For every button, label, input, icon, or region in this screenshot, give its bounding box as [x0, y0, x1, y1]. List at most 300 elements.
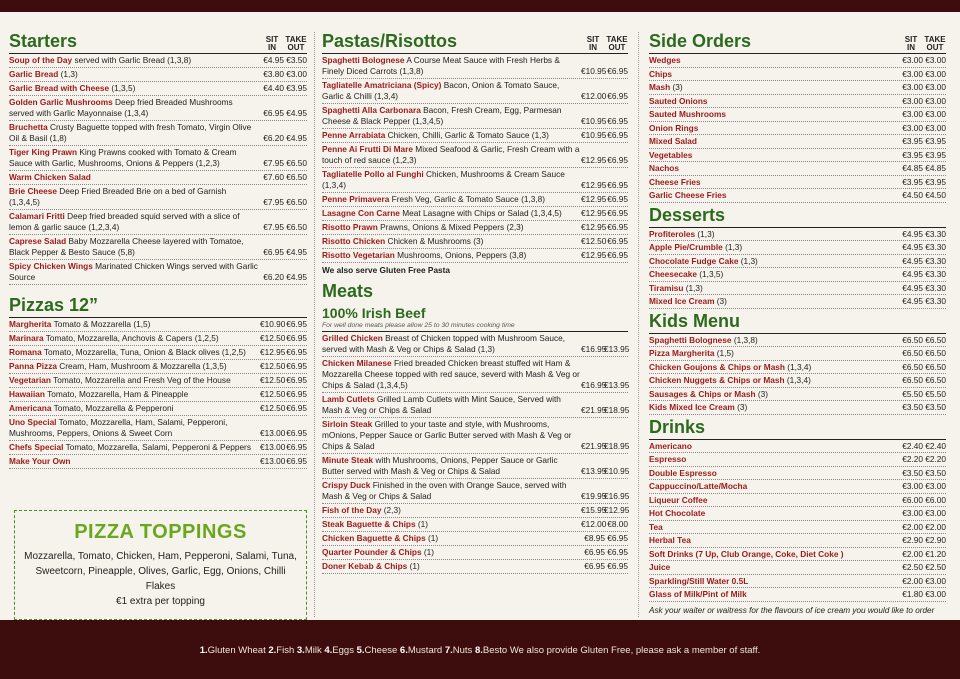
take-out-price: €6.00	[925, 494, 946, 505]
item-description: (1,3)	[722, 242, 743, 252]
menu-item	[322, 168, 628, 193]
take-out-price: €6.95	[607, 194, 628, 204]
sit-in-price: €4.95	[902, 255, 923, 266]
item-name: Tea	[649, 521, 663, 532]
item-name: Romana	[9, 347, 42, 357]
sides-header	[649, 24, 946, 54]
sit-in-price: €12.95	[581, 180, 607, 190]
sit-in-price: €21.95	[581, 405, 607, 415]
sit-in-price: €4.85	[902, 163, 923, 173]
item-name: Cappuccino/Latte/Mocha	[649, 481, 748, 491]
item-name: Chicken Milanese	[322, 358, 392, 368]
take-out-price: €3.30	[925, 269, 946, 279]
menu-item	[649, 149, 946, 163]
item-name: Crispy Duck	[322, 480, 371, 490]
drinks-header	[649, 415, 946, 440]
sit-in-price: €16.95	[581, 380, 607, 390]
item-name: Kids Mixed Ice Cream	[649, 402, 735, 412]
item-name: Apple Pie/Crumble	[649, 242, 723, 252]
sit-in-price: €4.95	[263, 55, 284, 65]
take-out-price: €12.95	[604, 505, 630, 515]
menu-item	[322, 193, 628, 207]
sit-in-price: €8.95	[584, 533, 605, 543]
menu-item	[649, 374, 946, 388]
item-name: Mash	[649, 82, 671, 92]
item-description: (3)	[714, 296, 727, 306]
take-out-price: €6.95	[286, 456, 307, 466]
menu-item	[649, 95, 946, 109]
menu-item	[9, 210, 307, 235]
item-name: Risotto Prawn	[322, 222, 378, 232]
item-name: Marinara	[9, 333, 44, 343]
allergen-number: 6.	[399, 645, 408, 656]
take-out-price: €6.95	[286, 333, 307, 343]
sit-in-price: €3.00	[902, 82, 923, 92]
item-description: Chicken, Mushrooms & Cream Sauce (1,3,4)	[322, 169, 565, 190]
item-description: Tomato, Mozzarella & Pepperoni	[51, 403, 174, 413]
sit-in-price: €4.50	[902, 190, 923, 200]
item-name: Brie Cheese	[9, 186, 57, 196]
item-description: Fried breaded Chicken breast stuffed wit Ham & Mozzarella Cheese topped with red sauce, severd with Mash & Veg or Chips & Salad (1,3,4,5)	[322, 358, 580, 390]
take-out-price: €3.00	[925, 122, 946, 133]
take-out-price: €3.00	[925, 109, 946, 119]
item-name: Spaghetti Bolognese	[322, 55, 405, 65]
item-description: Marinated Chicken Wings served with Garlic Source	[9, 261, 258, 282]
sit-in-price: €12.00	[581, 91, 607, 101]
item-name: Quarter Pounder & Chips	[322, 547, 422, 557]
item-name: Espresso	[649, 454, 687, 464]
take-out-price: €6.95	[607, 208, 628, 218]
item-name: Hawaiian	[9, 389, 45, 399]
allergen-label: Besto	[482, 645, 508, 656]
item-name: Americana	[9, 403, 52, 413]
item-description: (2,3)	[381, 505, 401, 515]
item-description: Tomato, Mozzarella, Ham & Pineapple	[44, 389, 189, 399]
item-name: Vegetables	[649, 149, 693, 160]
sit-in-price: €13.00	[260, 428, 286, 438]
menu-item	[649, 401, 946, 415]
take-out-price: €3.50	[286, 55, 307, 65]
section-title: Kids Menu	[649, 310, 741, 331]
cooking-time-note: For well done meats please allow 25 to 30 minutes cooking time	[322, 322, 515, 329]
sit-in-price: €7.95	[263, 222, 284, 232]
item-name: Herbal Tea	[649, 535, 691, 545]
item-description: Baby Mozzarella Cheese layered with Tomatoe, Black Pepper & Besto Sauce (5,8)	[9, 236, 244, 257]
sit-in-price: €3.50	[902, 467, 923, 478]
sit-in-price: €3.80	[263, 69, 284, 79]
item-description: Crusty Baguette topped with fresh Tomato, Virgin Olive Oil & Basil (1,8)	[9, 122, 252, 143]
take-out-price: €6.50	[925, 334, 946, 345]
sit-in-price: €6.95	[263, 247, 284, 257]
menu-item	[649, 108, 946, 122]
sit-in-price: €10.95	[581, 130, 607, 140]
item-description: Finished in the oven with Orange Sauce, served with Mash & Veg or Chips & Salad	[322, 480, 567, 501]
sit-in-price: €4.95	[902, 242, 923, 252]
item-description: (1)	[415, 519, 429, 529]
item-name: Grilled Chicken	[322, 333, 383, 343]
take-out-price: €6.50	[286, 158, 307, 168]
take-out-price: €18.95	[604, 405, 630, 415]
take-out-price: €3.30	[925, 242, 946, 252]
toppings-line: Mozzarella, Tomato, Chicken, Ham, Pepperoni, Salami, Tuna,	[24, 551, 297, 562]
take-out-price: €6.95	[286, 403, 307, 413]
starters-list	[9, 54, 307, 285]
item-description: (1,5)	[714, 348, 734, 358]
pastas-list	[322, 54, 628, 263]
take-out-price: €3.00	[925, 55, 946, 65]
menu-item	[322, 357, 628, 393]
item-name: Mixed Ice Cream	[649, 296, 715, 306]
take-out-price: €3.00	[925, 575, 946, 586]
take-out-price: €3.30	[925, 255, 946, 266]
take-out-price: €6.95	[607, 236, 628, 246]
allergen-label: Nuts	[452, 645, 473, 656]
item-name: Minute Steak	[322, 455, 374, 465]
item-description: served with Garlic Bread (1,3,8)	[72, 55, 192, 65]
take-out-heading: TAKE OUT	[285, 35, 307, 52]
item-name: Glass of Milk/Pint of Milk	[649, 589, 747, 599]
menu-item	[322, 479, 628, 504]
take-out-price: €3.00	[925, 481, 946, 491]
sit-in-price: €12.50	[260, 361, 286, 371]
item-name: Doner Kebab & Chips	[322, 561, 408, 571]
item-name: Pizza Margherita	[649, 348, 715, 358]
menu-item	[649, 228, 946, 242]
take-out-price: €18.95	[604, 441, 630, 451]
item-name: Warm Chicken Salad	[9, 172, 91, 182]
menu-item	[649, 521, 946, 535]
take-out-price: €4.50	[925, 190, 946, 200]
take-out-price: €3.00	[925, 82, 946, 92]
take-out-price: €3.95	[925, 176, 946, 187]
sit-in-price: €12.50	[260, 333, 286, 343]
take-out-price: €6.50	[925, 375, 946, 385]
item-description: (1,3)	[695, 228, 715, 239]
menu-item	[649, 68, 946, 82]
item-name: Lasagne Con Carne	[322, 208, 400, 218]
item-description: (1,3,8)	[731, 334, 758, 345]
item-name: Lamb Cutlets	[322, 394, 375, 404]
take-out-price: €6.95	[286, 361, 307, 371]
menu-item	[649, 189, 946, 203]
item-name: Cheesecake	[649, 269, 697, 279]
sit-in-price: €12.50	[260, 375, 286, 385]
menu-item	[649, 255, 946, 269]
menu-item	[649, 122, 946, 136]
item-name: Risotto Vegetarian	[322, 250, 395, 260]
sit-in-price: €10.95	[581, 66, 607, 76]
allergen-footer	[0, 620, 960, 679]
item-name: Wedges	[649, 55, 681, 65]
item-name: Profiteroles	[649, 228, 696, 239]
menu-item	[9, 332, 307, 346]
section-title: Desserts	[649, 204, 726, 225]
menu-item	[649, 575, 946, 589]
pizza-toppings-box	[14, 510, 307, 620]
sit-in-heading: SIT IN	[904, 35, 918, 52]
menu-item	[649, 480, 946, 494]
take-out-price: €6.95	[286, 428, 307, 438]
item-description: Tomato & Mozzarella (1,5)	[51, 319, 151, 329]
item-name: Chicken Baguette & Chips	[322, 533, 426, 543]
item-description: Tomato, Mozzarella, Salami, Pepperoni & Peppers	[63, 442, 251, 452]
pizzas-list	[9, 318, 307, 469]
item-description: Mushrooms, Onions, Peppers (3,8)	[394, 250, 527, 260]
take-out-price: €1.20	[925, 548, 946, 559]
menu-item	[322, 518, 628, 532]
menu-item	[322, 454, 628, 479]
sit-in-price: €3.00	[902, 109, 923, 119]
item-description: Deep Fried Breaded Brie on a bed of Garnish (1,3,4,5)	[9, 186, 227, 207]
menu-item	[9, 171, 307, 185]
column-divider	[638, 32, 639, 617]
item-name: Vegetarian	[9, 375, 51, 385]
item-description: Bacon, Onion & Tomato Sauce, Garlic & Chilli (1,3,4)	[322, 80, 560, 101]
sit-in-price: €2.00	[902, 548, 923, 559]
desserts-header	[649, 203, 946, 228]
item-name: Tagliatelle Pollo al Funghi	[322, 169, 424, 179]
sit-in-price: €3.00	[902, 55, 923, 65]
take-out-price: €3.00	[286, 69, 307, 79]
item-name: Liqueur Coffee	[649, 494, 708, 505]
item-name: Make Your Own	[9, 456, 71, 466]
drinks-list	[649, 440, 946, 602]
take-out-price: €8.00	[607, 519, 628, 529]
menu-item	[9, 318, 307, 332]
sit-in-price: €3.00	[902, 481, 923, 491]
item-description: Chicken & Mushrooms (3)	[385, 236, 484, 246]
take-out-price: €6.50	[286, 197, 307, 207]
sit-in-price: €6.50	[902, 334, 923, 345]
take-out-price: €6.95	[607, 155, 628, 165]
kids-list	[649, 334, 946, 415]
sit-in-price: €12.50	[260, 403, 286, 413]
kids-header	[649, 309, 946, 334]
item-name: Steak Baguette & Chips	[322, 519, 416, 529]
menu-item	[649, 347, 946, 361]
take-out-price: €4.95	[286, 272, 307, 282]
take-out-price: €6.50	[925, 361, 946, 372]
item-name: Sauted Mushrooms	[649, 109, 726, 119]
take-out-price: €10.95	[604, 466, 630, 476]
menu-item	[9, 235, 307, 260]
sit-in-price: €3.50	[902, 402, 923, 412]
menu-item	[9, 68, 307, 82]
meats-list	[322, 331, 628, 574]
menu-item	[649, 361, 946, 375]
item-name: Chocolate Fudge Cake	[649, 255, 739, 266]
item-name: Juice	[649, 562, 671, 572]
allergen-label: Gluten Wheat	[207, 645, 266, 656]
allergen-legend	[0, 645, 960, 656]
item-name: Caprese Salad	[9, 236, 67, 246]
take-out-price: €6.95	[607, 547, 628, 557]
sit-in-price: €2.00	[902, 521, 923, 532]
item-name: Garlic Cheese Fries	[649, 190, 727, 200]
menu-item	[649, 81, 946, 95]
gluten-free-footer-note: We also provide Gluten Free, please ask a member of staff.	[509, 645, 761, 656]
allergen-label: Cheese	[364, 645, 398, 656]
toppings-line: Sweetcorn, Pineapple, Olives, Garlic, Egg, Onions, Chilli Flakes	[35, 566, 286, 592]
sit-in-price: €12.95	[260, 347, 286, 357]
sit-in-price: €19.95	[581, 491, 607, 501]
item-description: Deep fried breaded squid served with a slice of lemon & garlic sauce (1,2,3,4)	[9, 211, 240, 232]
take-out-price: €6.95	[286, 319, 307, 329]
allergen-number: 5.	[356, 645, 365, 656]
take-out-price: €3.00	[925, 508, 946, 518]
menu-item	[9, 82, 307, 96]
take-out-price: €2.50	[925, 562, 946, 572]
take-out-price: €3.95	[925, 136, 946, 146]
take-out-price: €3.00	[925, 68, 946, 79]
menu-item	[9, 260, 307, 285]
item-name: Nachos	[649, 163, 679, 173]
allergen-number: 4.	[324, 645, 333, 656]
sit-in-price: €10.90	[260, 319, 286, 329]
item-name: Spaghetti Alla Carbonara	[322, 105, 421, 115]
sit-in-price: €12.95	[581, 194, 607, 204]
sit-in-heading: SIT IN	[265, 35, 279, 52]
item-description: Mixed Seafood & Garlic, Fresh Cream with a touch of red sauce (1,2,3)	[322, 144, 580, 165]
pastas-header	[322, 24, 628, 54]
menu-item	[9, 54, 307, 68]
item-name: Chips	[649, 68, 673, 79]
sit-in-price: €3.00	[902, 122, 923, 133]
sit-in-price: €6.50	[902, 348, 923, 358]
section-title: Meats	[322, 281, 374, 301]
menu-item	[649, 534, 946, 548]
take-out-price: €3.95	[925, 149, 946, 160]
allergen-number: 8.	[474, 645, 483, 656]
menu-item	[322, 54, 628, 79]
item-name: Sauted Onions	[649, 95, 708, 106]
item-name: Panna Pizza	[9, 361, 57, 371]
item-name: Margherita	[9, 319, 52, 329]
sit-in-price: €2.20	[902, 454, 923, 464]
take-out-price: €13.95	[604, 344, 630, 354]
menu-item	[649, 388, 946, 402]
pizzas-header	[9, 288, 307, 318]
sit-in-price: €7.95	[263, 197, 284, 207]
menu-item	[9, 346, 307, 360]
take-out-price: €4.95	[286, 247, 307, 257]
item-name: Garlic Bread with Cheese	[9, 83, 110, 93]
menu-item	[649, 467, 946, 481]
item-name: Chicken Nuggets & Chips or Mash	[649, 375, 785, 385]
menu-item	[649, 54, 946, 68]
take-out-price: €6.95	[286, 442, 307, 452]
item-description: (1,3)	[683, 282, 703, 293]
sit-in-price: €15.95	[581, 505, 607, 515]
take-out-price: €13.95	[604, 380, 630, 390]
sit-in-price: €2.00	[902, 575, 923, 586]
sit-in-price: €12.95	[581, 250, 607, 260]
item-description: Tomato, Mozzarella, Tuna, Onion & Black olives (1,2,5)	[41, 347, 246, 357]
item-description: (1,3,4)	[785, 361, 812, 372]
section-title: Drinks	[649, 416, 706, 437]
sit-in-price: €6.50	[902, 375, 923, 385]
sit-in-price: €7.95	[263, 158, 284, 168]
menu-item	[9, 146, 307, 171]
menu-column-right	[649, 24, 946, 615]
allergen-label: Eggs	[332, 645, 354, 656]
menu-item	[9, 121, 307, 146]
gluten-free-note: We also serve Gluten Free Pasta	[322, 265, 451, 275]
take-out-price: €4.85	[925, 163, 946, 173]
item-name: Soft Drinks (7 Up, Club Orange, Coke, Diet Coke )	[649, 548, 844, 559]
menu-item	[322, 143, 628, 168]
item-description: Chicken, Chilli, Garlic & Tomato Sauce (1,3)	[385, 130, 549, 140]
item-name: Chefs Special	[9, 442, 64, 452]
sit-in-price: €3.00	[902, 508, 923, 518]
item-description: Tomato, Mozzarella and Fresh Veg of the House	[50, 375, 231, 385]
take-out-price: €2.20	[925, 454, 946, 464]
menu-item	[649, 561, 946, 575]
take-out-price: €6.50	[925, 348, 946, 358]
item-description: Grilled to your taste and style, with Mushrooms, mOnions, Pepper Sauce or Garlic Butter served with Mash & Veg or Chips & Salad	[322, 419, 572, 451]
item-name: Chicken Goujons & Chips or Mash	[649, 361, 785, 372]
take-out-price: €6.95	[607, 222, 628, 232]
allergen-number: 3.	[296, 645, 305, 656]
sit-in-price: €2.90	[902, 535, 923, 545]
sit-in-price: €13.00	[260, 456, 286, 466]
menu-item	[9, 185, 307, 210]
item-description: Fresh Veg, Garlic & Tomato Sauce (1,3,8)	[389, 194, 546, 204]
item-description: (1,3)	[58, 69, 78, 79]
item-name: Spicy Chicken Wings	[9, 261, 93, 271]
sit-in-price: €6.95	[263, 108, 284, 118]
take-out-price: €3.30	[925, 282, 946, 293]
allergen-number: 1.	[199, 645, 208, 656]
take-out-price: €2.40	[925, 440, 946, 451]
item-name: Fish of the Day	[322, 505, 382, 515]
item-name: Golden Garlic Mushrooms	[9, 97, 113, 107]
take-out-price: €6.95	[607, 66, 628, 76]
menu-item	[322, 504, 628, 518]
menu-item	[649, 135, 946, 149]
section-title: Starters	[9, 31, 78, 51]
section-title: Side Orders	[649, 31, 752, 51]
item-name: Penne Primavera	[322, 194, 390, 204]
item-name: Penne Arrabiata	[322, 130, 386, 140]
sit-in-price: €7.60	[263, 172, 284, 182]
menu-item	[322, 104, 628, 129]
sit-in-price: €4.40	[263, 83, 284, 93]
sit-in-price: €6.95	[584, 547, 605, 557]
toppings-price-note: €1 extra per topping	[116, 596, 205, 607]
sit-in-price: €10.95	[581, 116, 607, 126]
item-name: Onion Rings	[649, 122, 699, 133]
menu-item	[9, 402, 307, 416]
sit-in-price: €13.00	[260, 442, 286, 452]
menu-page	[0, 12, 960, 620]
take-out-price: €6.95	[286, 389, 307, 399]
item-description: Deep fried Breaded Mushrooms served with Garlic Mayonnaise (1,3,4)	[9, 97, 233, 118]
menu-item	[649, 176, 946, 190]
sit-in-heading: SIT IN	[586, 35, 600, 52]
take-out-price: €3.50	[925, 467, 946, 478]
item-description: Breast of Chicken topped with Mushroom Sauce, served with Mash & Veg or Chips & Salad (1,3)	[322, 333, 566, 354]
take-out-heading: TAKE OUT	[606, 35, 628, 52]
menu-item	[9, 360, 307, 374]
menu-item	[9, 441, 307, 455]
item-name: Hot Chocolate	[649, 508, 706, 518]
take-out-price: €5.50	[925, 388, 946, 399]
sit-in-price: €6.50	[902, 361, 923, 372]
sit-in-price: €6.00	[902, 494, 923, 505]
sit-in-price: €21.95	[581, 441, 607, 451]
item-name: Tiger King Prawn	[9, 147, 78, 157]
